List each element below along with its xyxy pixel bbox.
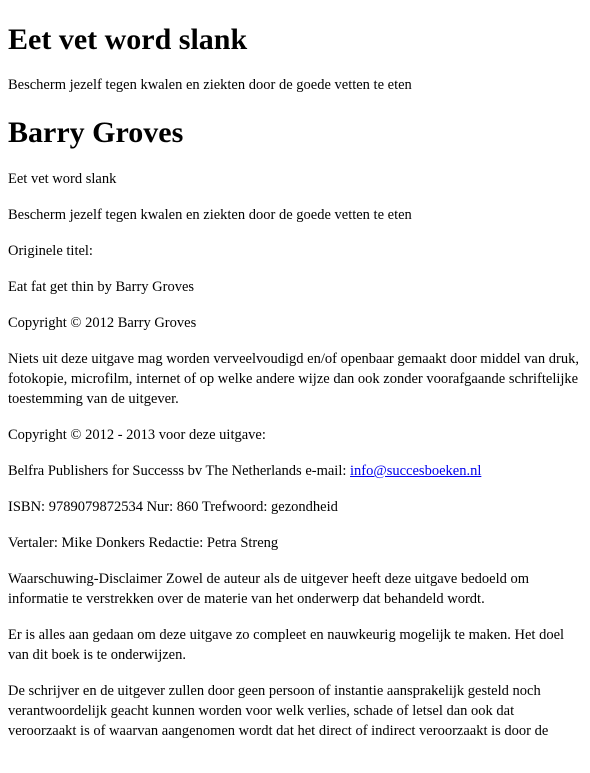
book-subtitle: Bescherm jezelf tegen kwalen en ziekten door de goede vetten te eten [8,207,412,223]
translator-line: Vertaler: Mike Donkers Redactie: Petra Streng [8,535,279,551]
original-title: Eat fat get thin by Barry Groves [8,279,195,295]
publisher-text: Belfra Publishers for Successs bv The Netherlands e-mail: [8,463,351,479]
document-subtitle: Bescherm jezelf tegen kwalen en ziekten door de goede vetten te eten [8,77,412,93]
liability-paragraph: De schrijver en de uitgever zullen door geen persoon of instantie aansprakelijk gesteld noch verantwoordelijk geacht kunnen worden voor welk verlies, schade of letsel dan ook dat veroorzaakt is of waarvan aangenomen wordt dat het direct of indirect veroorzaakt is door de [8,683,549,739]
publisher-line [8,461,582,481]
author-heading: Barry Groves [8,116,184,149]
isbn-line: ISBN: 9789079872534 Nur: 860 Trefwoord: gezondheid [8,499,338,515]
book-title: Eet vet word slank [8,171,117,187]
document-page [0,23,590,741]
rights-notice: Niets uit deze uitgave mag worden verveelvoudigd en/of openbaar gemaakt door middel van druk, fotokopie, microfilm, internet of op welke andere wijze dan ook zonder voorafgaande schriftelijke toestemming van de uitgever. [8,351,579,407]
effort-paragraph: Er is alles aan gedaan om deze uitgave zo compleet en nauwkeurig mogelijk te maken. Het doel van dit boek is te onderwijzen. [8,627,565,663]
copyright-edition: Copyright © 2012 - 2013 voor deze uitgave: [8,427,266,443]
disclaimer-paragraph: Waarschuwing-Disclaimer Zowel de auteur als de uitgever heeft deze uitgave bedoeld om informatie te verstrekken over de materie van het onderwerp dat behandeld wordt. [8,571,530,607]
original-title-label: Originele titel: [8,243,93,259]
publisher-email-link[interactable]: info@succesboeken.nl [350,463,482,479]
document-title: Eet vet word slank [8,23,248,56]
copyright-author: Copyright © 2012 Barry Groves [8,315,197,331]
